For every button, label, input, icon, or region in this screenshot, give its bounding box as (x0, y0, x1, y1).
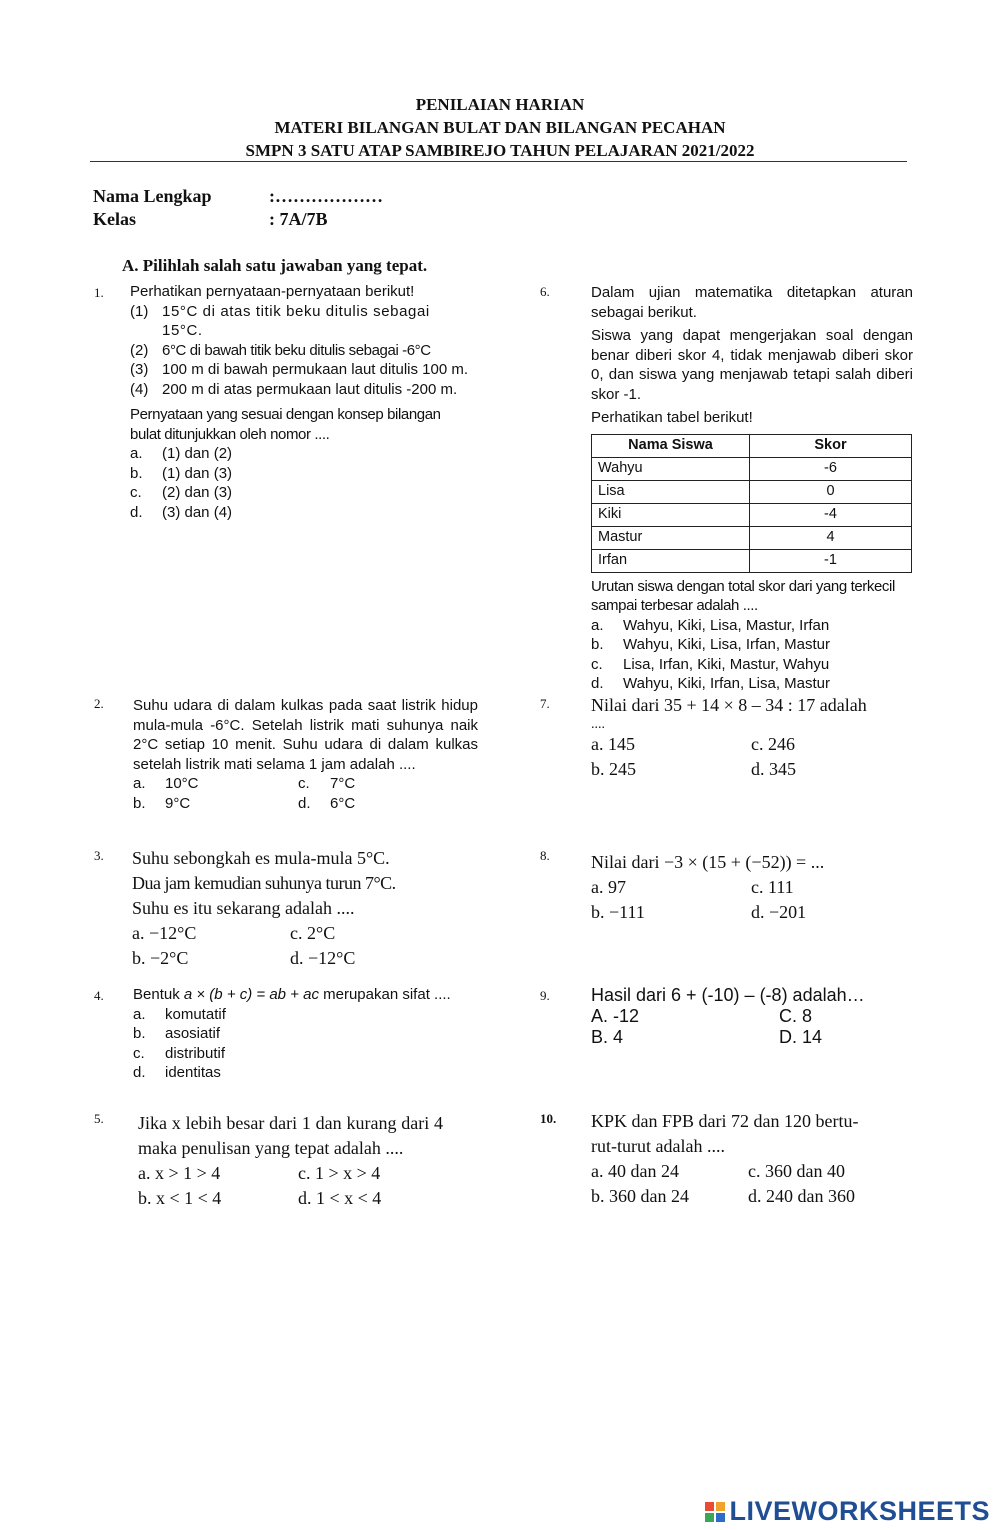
q7-option-c[interactable]: c. 246 (751, 734, 795, 754)
q9-option-c[interactable]: C. 8 (779, 1006, 813, 1026)
q6-option-b[interactable]: b. Wahyu, Kiki, Lisa, Irfan, Mastur (591, 636, 831, 653)
q7-option-a[interactable]: a. 145 (591, 734, 635, 754)
q1-statement: (2) 6°C di bawah titik beku ditulis sebagai -6°C (130, 341, 431, 359)
q1-statement: (3) 100 m di bawah permukaan laut ditulis 100 m. (130, 361, 469, 378)
q2-option-b[interactable]: b. (133, 794, 146, 812)
section-title: A. Pilihlah salah satu jawaban yang tepat. (122, 256, 428, 275)
table-header-row (592, 434, 912, 457)
table-cell: Lisa (592, 480, 750, 503)
title-line-2: MATERI BILANGAN BULAT DAN BILANGAN PECAHAN (274, 118, 726, 137)
q5-option-c[interactable]: c. 1 > x > 4 (298, 1163, 381, 1183)
score-table (591, 434, 912, 573)
q1-option-d[interactable]: d. (3) dan (4) (130, 503, 233, 521)
q10-number: 10. (540, 1111, 557, 1126)
q7-option-d[interactable]: d. 345 (751, 759, 796, 779)
q5-option-b[interactable]: b. x < 1 < 4 (138, 1188, 222, 1208)
q7-stem: Nilai dari 35 + 14 × 8 – 34 : 17 adalah (591, 695, 867, 715)
q2-option-a-text: 10°C (165, 775, 199, 792)
table-row (592, 526, 912, 549)
q10-line: rut-turut adalah .... (591, 1136, 725, 1156)
liveworksheets-logo (705, 1496, 990, 1527)
q8-number: 8. (540, 848, 550, 863)
q4-option-d[interactable]: d. identitas (133, 1064, 221, 1081)
q8-stem: Nilai dari −3 × (15 + (−52)) = ... (591, 852, 825, 872)
question-6 (591, 283, 913, 694)
table-header: Skor (750, 434, 912, 457)
q2-stem: Suhu udara di dalam kulkas pada saat listrik hidup mula-mula -6°C. Setelah listrik mati suhunya naik 2°C setiap 10 menit. Suhu udara di dalam kulkas setelah listrik mati selama 1 jam adalah .... (133, 697, 478, 773)
table-row (592, 480, 912, 503)
q2-option-c-text: 7°C (330, 775, 356, 792)
q1-statement: (1) 15°C di atas titik beku ditulis sebagai 15°C. (130, 302, 430, 339)
q7-option-b[interactable]: b. 245 (591, 759, 636, 779)
table-cell: -4 (750, 503, 912, 526)
q1-number: 1. (94, 285, 104, 300)
q6-option-d[interactable]: d. Wahyu, Kiki, Irfan, Lisa, Mastur (591, 675, 831, 692)
name-field[interactable]: :……………… (269, 186, 383, 206)
q6-option-a[interactable]: a. Wahyu, Kiki, Lisa, Mastur, Irfan (591, 616, 830, 634)
question-9 (591, 985, 911, 1048)
q9-option-b[interactable]: B. 4 (591, 1027, 624, 1047)
title-line-3: SMPN 3 SATU ATAP SAMBIREJO TAHUN PELAJARAN 2021/2022 (245, 141, 755, 160)
q3-option-c[interactable]: c. 2°C (290, 923, 336, 943)
header-divider (90, 161, 907, 162)
q3-line: Suhu sebongkah es mula-mula 5°C. (132, 848, 390, 868)
question-4 (133, 985, 478, 1083)
q6-question: Urutan siswa dengan total skor dari yang terkecil sampai terbesar adalah .... (591, 577, 895, 614)
liveworksheets-logo-text: LIVEWORKSHEETS (729, 1496, 990, 1526)
q2-options-row-1 (133, 774, 478, 794)
table-cell: -1 (750, 549, 912, 572)
q9-stem: Hasil dari 6 + (-10) – (-8) adalah… (591, 985, 865, 1005)
q7-dots: .... (591, 717, 605, 732)
q1-statement: (4) 200 m di atas permukaan laut ditulis -200 m. (130, 380, 458, 398)
q2-option-b-text: 9°C (165, 794, 191, 812)
table-cell: Irfan (592, 549, 750, 572)
q8-option-c[interactable]: c. 111 (751, 877, 794, 897)
class-value: : 7A/7B (269, 209, 328, 229)
table-cell: Mastur (592, 526, 750, 549)
q2-option-a[interactable]: a. (133, 775, 146, 792)
q3-line: Dua jam kemudian suhunya turun 7°C. (132, 873, 396, 893)
q9-option-a[interactable]: A. -12 (591, 1006, 640, 1026)
q5-option-a[interactable]: a. x > 1 > 4 (138, 1163, 221, 1183)
q1-option-a[interactable]: a. (1) dan (2) (130, 445, 233, 462)
q8-option-d[interactable]: d. −201 (751, 902, 807, 922)
q4-option-b[interactable]: b. asosiatif (133, 1025, 221, 1042)
q9-option-d[interactable]: D. 14 (779, 1027, 823, 1047)
q5-option-d[interactable]: d. 1 < x < 4 (298, 1188, 382, 1208)
table-row (592, 549, 912, 572)
table-cell: Kiki (592, 503, 750, 526)
question-5 (138, 1111, 443, 1211)
table-cell: 0 (750, 480, 912, 503)
q2-options-row-2 (133, 794, 478, 814)
q4-option-a[interactable]: a. komutatif (133, 1005, 226, 1023)
q3-option-b[interactable]: b. −2°C (132, 948, 189, 968)
class-label: Kelas (93, 209, 136, 229)
q1-question: Pernyataan yang sesuai dengan konsep bilangan bulat ditunjukkan oleh nomor .... (130, 406, 441, 443)
q6-paragraph: Perhatikan tabel berikut! (591, 409, 753, 426)
q6-number: 6. (540, 284, 550, 299)
question-8 (591, 850, 911, 925)
title-line-1: PENILAIAN HARIAN (415, 95, 585, 114)
q3-line: Suhu es itu sekarang adalah .... (132, 898, 355, 918)
q6-option-c[interactable]: c. Lisa, Irfan, Kiki, Mastur, Wahyu (591, 655, 830, 673)
question-7 (591, 693, 911, 782)
q10-option-b[interactable]: b. 360 dan 24 (591, 1186, 689, 1206)
q9-number: 9. (540, 988, 550, 1003)
question-10 (591, 1109, 911, 1209)
q4-stem: Bentuk a × (b + c) = ab + ac merupakan sifat .... (133, 986, 451, 1003)
q6-paragraph: Siswa yang dapat mengerjakan soal dengan benar diberi skor 4, tidak menjawab diberi skor 0, dan siswa yang menjawab tetapi salah diberi skor -1. (591, 327, 913, 403)
q4-option-c[interactable]: c. distributif (133, 1044, 226, 1062)
q10-option-a[interactable]: a. 40 dan 24 (591, 1161, 679, 1181)
q1-option-c[interactable]: c. (2) dan (3) (130, 484, 233, 501)
q6-paragraph: Dalam ujian matematika ditetapkan aturan sebagai berikut. (591, 284, 913, 321)
q2-option-d-text: 6°C (330, 794, 356, 812)
question-1 (130, 282, 470, 522)
q10-option-d[interactable]: d. 240 dan 360 (748, 1186, 855, 1206)
q3-number: 3. (94, 848, 104, 863)
q10-option-c[interactable]: c. 360 dan 40 (748, 1161, 845, 1181)
table-row (592, 457, 912, 480)
table-header: Nama Siswa (592, 434, 750, 457)
q10-line: KPK dan FPB dari 72 dan 120 bertu- (591, 1111, 859, 1131)
q3-option-d[interactable]: d. −12°C (290, 948, 356, 968)
question-3 (132, 846, 472, 971)
table-cell: 4 (750, 526, 912, 549)
q1-option-b[interactable]: b. (1) dan (3) (130, 464, 233, 482)
q2-number: 2. (94, 696, 104, 711)
liveworksheets-logo-icon (705, 1502, 725, 1522)
q1-stem: Perhatikan pernyataan-pernyataan berikut! (130, 283, 415, 300)
question-2 (133, 696, 478, 813)
q8-option-b[interactable]: b. −111 (591, 902, 645, 922)
q3-option-a[interactable]: a. −12°C (132, 923, 197, 943)
q5-stem: Jika x lebih besar dari 1 dan kurang dari 4 maka penulisan yang tepat adalah .... (138, 1113, 443, 1158)
q7-number: 7. (540, 696, 550, 711)
table-cell: Wahyu (592, 457, 750, 480)
table-cell: -6 (750, 457, 912, 480)
q2-option-d[interactable]: d. (298, 794, 311, 812)
name-label: Nama Lengkap (93, 186, 212, 206)
q4-number: 4. (94, 988, 104, 1003)
table-row (592, 503, 912, 526)
q2-option-c[interactable]: c. (298, 775, 310, 792)
q8-option-a[interactable]: a. 97 (591, 877, 626, 897)
q5-number: 5. (94, 1111, 104, 1126)
